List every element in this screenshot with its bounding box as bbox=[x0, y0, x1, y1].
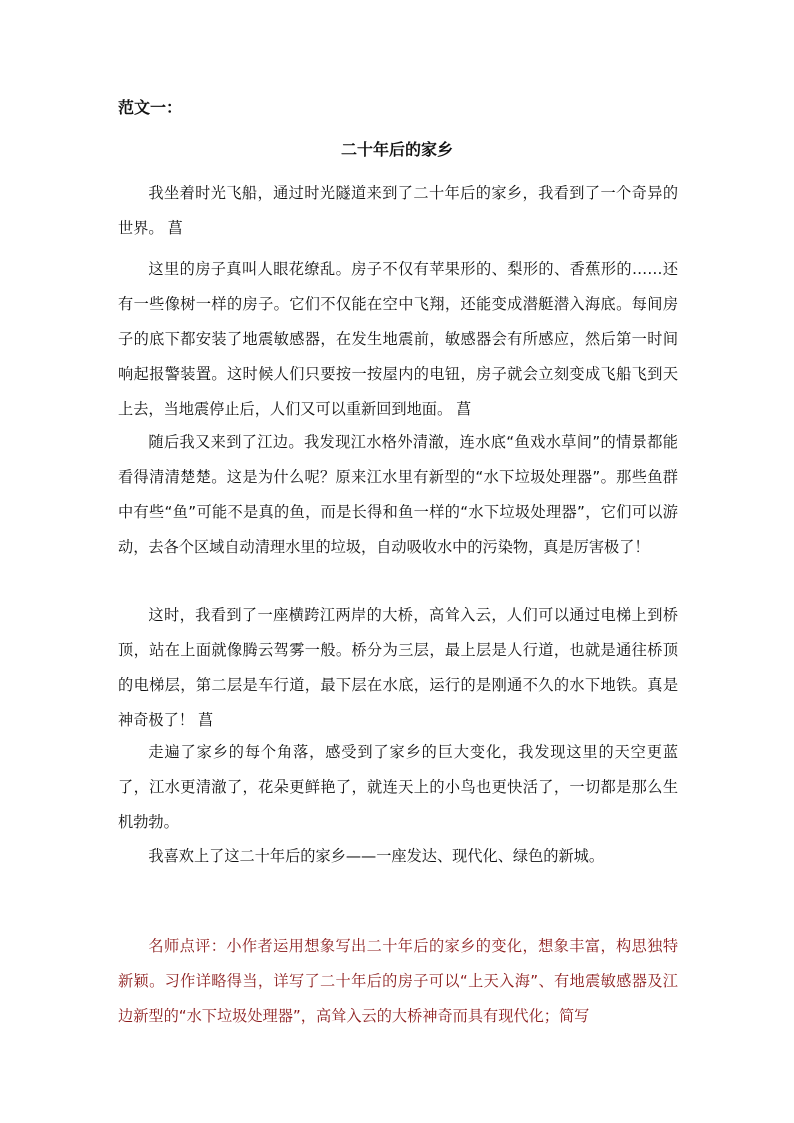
paragraph-5-text: 走遍了家乡的每个角落，感受到了家乡的巨大变化，我发现这里的天空更蓝了，江水更清澈了，花朵更鲜艳了，就连天上的小鸟也更快活了，一切都是那么生机勃勃。 bbox=[118, 743, 678, 831]
teacher-comment bbox=[118, 929, 678, 1034]
essay-title: 二十年后的家乡 bbox=[340, 140, 453, 159]
paragraph-3-text: 随后我又来到了江边。我发现江水格外清澈，连水底“鱼戏水草间”的情景都能看得清清楚楚。这是为什么呢？原来江水里有新型的“水下垃圾处理器”。那些鱼群中有些“鱼”可能不是真的鱼，而是长得和鱼一样的“水下垃圾处理器”，它们可以游动，去各个区域自动清理水里的垃圾，自动吸收水中的污染物，真是厉害极了！ bbox=[118, 433, 678, 556]
paragraph-1 bbox=[118, 176, 678, 246]
paragraph-4 bbox=[118, 598, 678, 738]
paragraph-1-text: 我坐着时光飞船，通过时光隧道来到了二十年后的家乡，我看到了一个奇异的世界。 bbox=[118, 184, 678, 237]
paragraph-6-text: 我喜欢上了这二十年后的家乡——一座发达、现代化、绿色的新城。 bbox=[148, 847, 605, 865]
paragraph-4-text: 这时，我看到了一座横跨江两岸的大桥，高耸入云，人们可以通过电梯上到桥顶，站在上面就像腾云驾雾一般。桥分为三层，最上层是人行道，也就是通往桥顶的电梯层，第二层是车行道，最下层在水底，运行的是刚通不久的水下地铁。真是神奇极了！ bbox=[118, 606, 678, 729]
section-label: 范文一： bbox=[118, 98, 183, 117]
paragraph-2 bbox=[118, 252, 678, 427]
paragraph-1-mark: 菖 bbox=[167, 219, 183, 237]
paragraph-3 bbox=[118, 425, 678, 565]
paragraph-4-mark: 菖 bbox=[197, 711, 214, 729]
paragraph-2-text: 这里的房子真叫人眼花缭乱。房子不仅有苹果形的、梨形的、香蕉形的……还有一些像树一样的房子。它们不仅能在空中飞翔，还能变成潜艇潜入海底。每间房子的底下都安装了地震敏感器，在发生地震前，敏感器会有所感应，然后第一时间响起报警装置。这时候人们只要按一按屋内的电钮，房子就会立刻变成飞船飞到天上去，当地震停止后，人们又可以重新回到地面。 bbox=[118, 260, 678, 418]
teacher-comment-text: 名师点评：小作者运用想象写出二十年后的家乡的变化，想象丰富，构思独特新颖。习作详略得当，详写了二十年后的房子可以“上天入海”、有地震敏感器及江边新型的“水下垃圾处理器”，高耸入云的大桥神奇而具有现代化；简写 bbox=[118, 937, 678, 1025]
paragraph-5 bbox=[118, 735, 678, 840]
paragraph-6 bbox=[118, 839, 678, 874]
paragraph-2-mark: 菖 bbox=[456, 400, 472, 418]
